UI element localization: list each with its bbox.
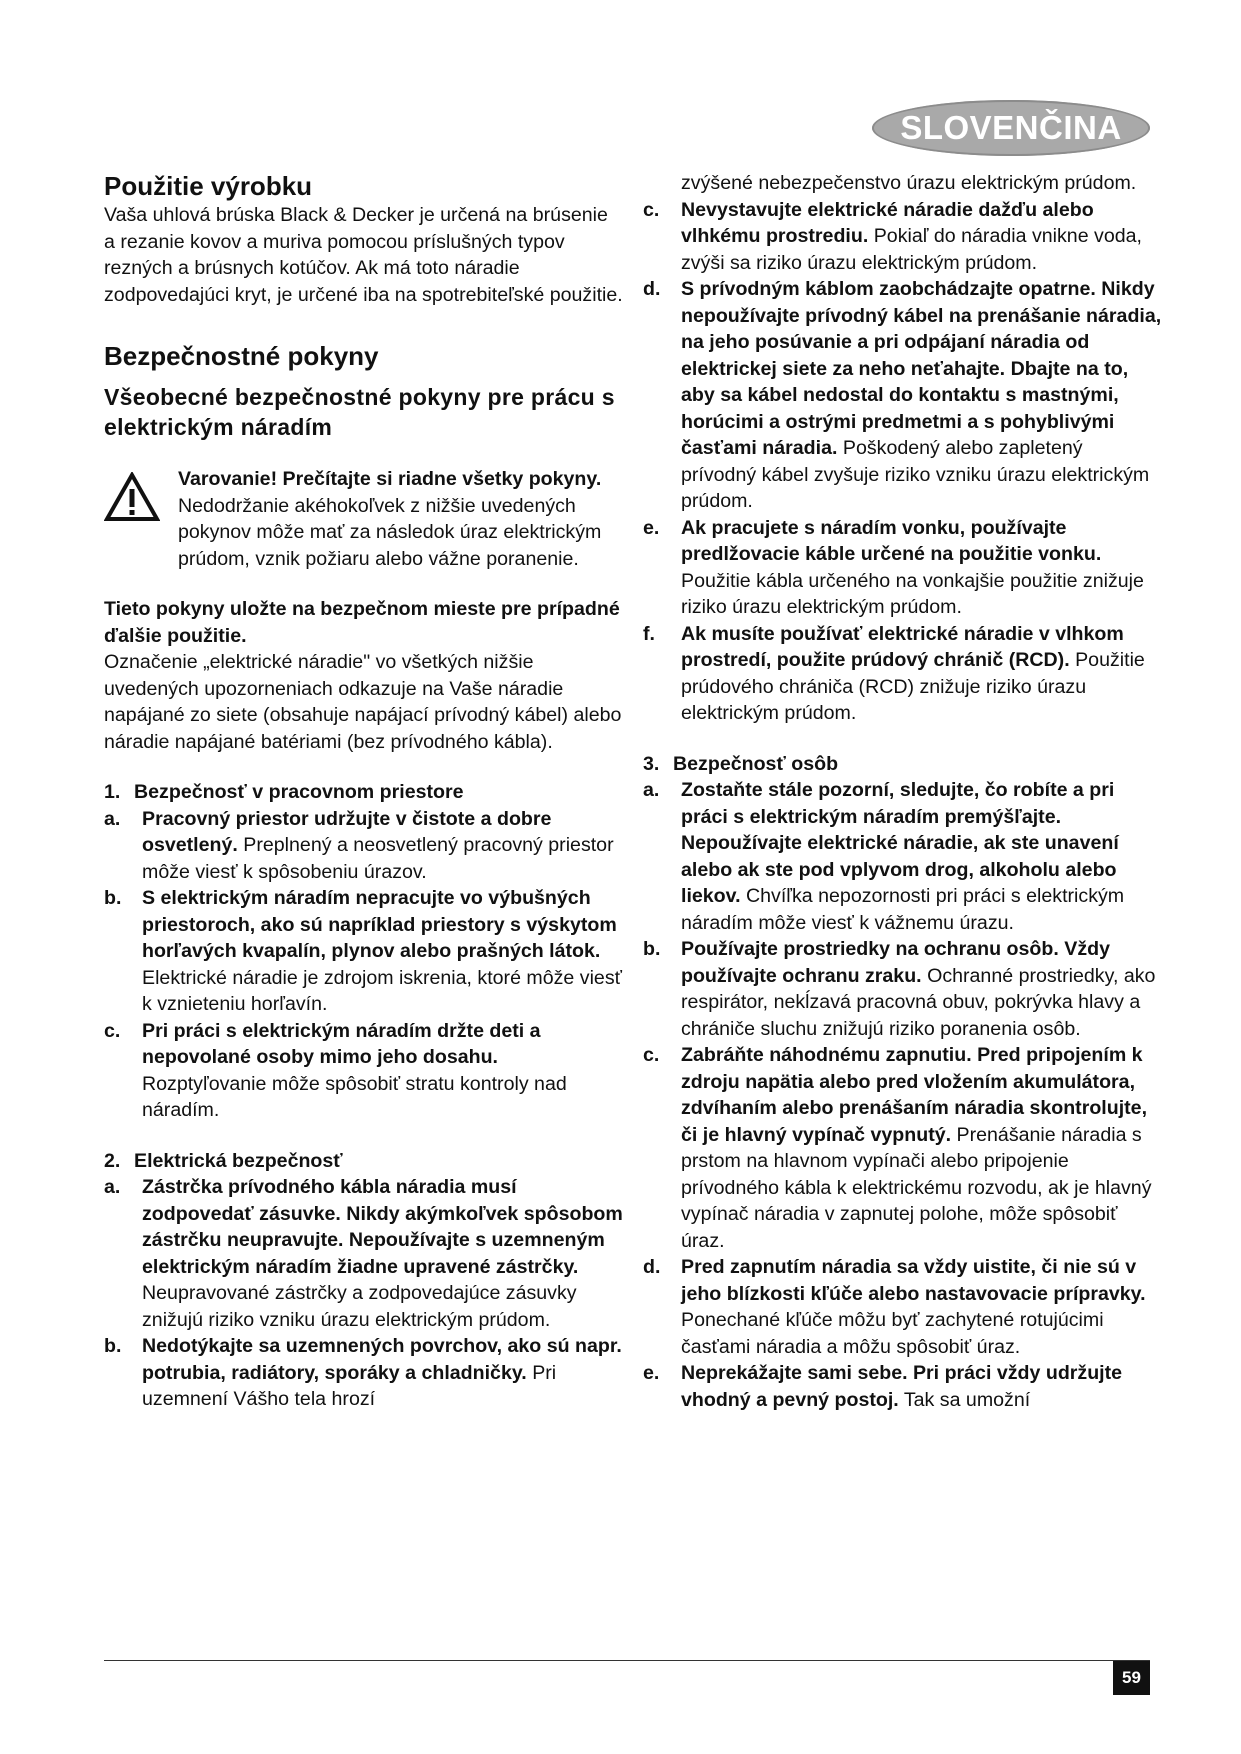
item-marker: b.	[104, 887, 122, 909]
section-title: Elektrická bezpečnosť	[134, 1149, 343, 1172]
item-text: Prenášanie náradia s prstom na hlavnom vypínači alebo pripojenie prívodného kábla k elektrickému rozvodu, ak je hlavný vypínač náradia v zapnutej polohe, môže spôsobiť úraz.	[681, 1123, 1152, 1252]
warning-bold: Varovanie! Prečítajte si riadne všetky pokyny.	[178, 468, 602, 490]
item-marker: e.	[643, 1362, 660, 1384]
item-text: Neupravované zástrčky a zodpovedajúce zásuvky znižujú riziko vzniku úrazu elektrickým prúdom.	[142, 1282, 577, 1331]
item-text: Tak sa umožní	[903, 1388, 1031, 1411]
item-text: Pokiaľ do náradia vnikne voda, zvýši sa riziko úrazu elektrickým prúdom.	[681, 225, 1142, 274]
section-number: 2.	[104, 1149, 121, 1172]
item-text: Ochranné prostriedky, ako respirátor, nekĺzavá pracovná obuv, pokrývka hlavy a chrániče sluchu znižujú riziko poranenia osôb.	[681, 964, 1156, 1040]
item-marker: c.	[643, 198, 660, 221]
general-safety-title: Všeobecné bezpečnostné pokyny pre prácu s elektrickým náradím	[104, 384, 615, 440]
item-bold: Zástrčka prívodného kábla náradia musí zodpovedať zásuvke. Nikdy akýmkoľvek spôsobom zástrčku neupravujte. Nepoužívajte s uzemneným elektrickým náradím žiadne upravené zástrčky.	[142, 1176, 623, 1278]
footer-divider	[104, 1660, 1150, 1661]
item-marker: a.	[643, 779, 660, 801]
list-item	[643, 1042, 1163, 1254]
keep-text: Označenie „elektrické náradie" vo všetkých nižšie uvedených upozorneniach odkazuje na Vaše náradie napájané zo siete (obsahuje napájací prívodný kábel) alebo náradie napájané batériami (bez prívodného kábla).	[104, 651, 622, 753]
warning-triangle-icon	[104, 472, 160, 522]
list-item	[643, 197, 1163, 277]
item-marker: a.	[104, 807, 121, 830]
safety-title: Bezpečnostné pokyny	[104, 341, 379, 371]
item-bold: Ak musíte používať elektrické náradie v vlhkom prostredí, použite prúdový chránič (RCD).	[681, 622, 1124, 671]
page-number: 59	[1113, 1661, 1150, 1695]
item-bold: Pred zapnutím náradia sa vždy uistite, či nie sú v jeho blízkosti kľúče alebo nastavovacie prípravky.	[681, 1256, 1146, 1305]
list-item	[643, 621, 1163, 727]
item-bold: S prívodným káblom zaobchádzajte opatrne. Nikdy nepoužívajte prívodný kábel na prenášanie náradia, na jeho posúvanie a pri odpájaní náradia od elektrickej siete za neho neťahajte. Dbajte na to, aby sa kábel nedostal do kontaktu s mastnými, horúcimi a ostrými predmetmi a s pohyblivými časťami náradia.	[681, 278, 1162, 459]
item-bold: S elektrickým náradím nepracujte vo výbušných priestoroch, ako sú napríklad priestory s výskytom horľavých kvapalín, plynov alebo prašných látok.	[142, 887, 617, 962]
continued-text: zvýšené nebezpečenstvo úrazu elektrickým prúdom.	[681, 172, 1137, 194]
item-bold: Neprekážajte sami sebe. Pri práci vždy udržujte vhodný a pevný postoj.	[681, 1362, 1123, 1411]
list-item	[104, 1174, 624, 1333]
list-item	[643, 1360, 1163, 1413]
item-marker: d.	[643, 278, 661, 300]
item-bold: Zabráňte náhodnému zapnutiu. Pred pripojením k zdroju napätia alebo pred vložením akumulátora, zdvíhaním alebo prenášaním náradia skontrolujte, či je hlavný vypínač vypnutý.	[681, 1044, 1148, 1146]
item-marker: c.	[643, 1044, 660, 1066]
warning-block	[104, 466, 624, 572]
list-item	[104, 885, 624, 1018]
warning-text-block	[178, 466, 624, 572]
section-3-heading	[643, 751, 1163, 778]
section-title: Bezpečnosť osôb	[673, 752, 839, 775]
item-marker: c.	[104, 1019, 121, 1042]
language-badge: SLOVENČINA	[872, 100, 1150, 156]
section-number: 1.	[104, 781, 121, 803]
use-title: Použitie výrobku	[104, 171, 313, 201]
item-bold: Nevystavujte elektrické náradie dažďu alebo vlhkému prostrediu.	[681, 198, 1094, 247]
list-item	[104, 1018, 624, 1124]
item-marker: e.	[643, 516, 660, 539]
item-marker: a.	[104, 1176, 121, 1198]
section-2-heading	[104, 1148, 624, 1175]
item-text: Preplnený a neosvetlený pracovný priestor môže viesť k spôsobeniu úrazov.	[142, 834, 614, 883]
item-bold: Používajte prostriedky na ochranu osôb. Vždy používajte ochranu zraku.	[681, 938, 1110, 987]
list-item	[643, 276, 1163, 515]
item-marker: d.	[643, 1256, 661, 1278]
item-marker: b.	[104, 1335, 122, 1357]
use-text: Vaša uhlová brúska Black & Decker je určená na brúsenie a rezanie kovov a muriva pomocou príslušných typov rezných a brúsnych kotúčov. Ak má toto náradie zodpovedajúci kryt, je určené iba na spotrebiteľské použitie.	[104, 204, 623, 306]
list-item	[643, 515, 1163, 621]
list-item	[643, 1254, 1163, 1360]
item-bold: Ak pracujete s náradím vonku, používajte predlžovacie káble určené na použitie vonku.	[681, 516, 1102, 565]
item-marker: b.	[643, 938, 661, 960]
item-text: Použitie kábla určeného na vonkajšie použitie znižuje riziko úrazu elektrickým prúdom.	[681, 569, 1144, 618]
section-1-heading	[104, 779, 624, 806]
left-column	[104, 170, 624, 1413]
list-item	[104, 1333, 624, 1413]
item-text: Pri uzemnení Vášho tela hrozí	[142, 1361, 557, 1410]
list-item	[104, 806, 624, 886]
list-item	[643, 936, 1163, 1042]
section-number: 3.	[643, 752, 660, 775]
list-item	[643, 777, 1163, 936]
item-text: Ponechané kľúče môžu byť zachytené rotujúcimi časťami náradia a môžu spôsobiť úraz.	[681, 1309, 1104, 1358]
item-bold: Pracovný priestor udržujte v čistote a dobre osvetlený.	[142, 807, 552, 856]
item-bold: Pri práci s elektrickým náradím držte deti a nepovolané osoby mimo jeho dosahu.	[142, 1019, 541, 1068]
item-bold: Nedotýkajte sa uzemnených povrchov, ako sú napr. potrubia, radiátory, sporáky a chladničky.	[142, 1335, 622, 1384]
item-text: Elektrické náradie je zdrojom iskrenia, ktoré môže viesť k vznieteniu horľavín.	[142, 966, 622, 1015]
keep-instructions	[104, 596, 624, 649]
item-marker: f.	[643, 622, 655, 645]
item-text: Rozptyľovanie môže spôsobiť stratu kontroly nad náradím.	[142, 1072, 567, 1121]
item-text: Chvíľka nepozornosti pri práci s elektrickým náradím môže viesť k vážnemu úrazu.	[681, 885, 1125, 934]
section-title: Bezpečnosť v pracovnom priestore	[134, 781, 464, 803]
item-text: Poškodený alebo zapletený prívodný kábel zvyšuje riziko vzniku úrazu elektrickým prúdom.	[681, 437, 1150, 512]
keep-bold: Tieto pokyny uložte na bezpečnom mieste pre prípadné ďalšie použitie.	[104, 598, 620, 647]
item-bold: Zostaňte stále pozorní, sledujte, čo robíte a pri práci s elektrickým náradím premýšľajte. Nepoužívajte elektrické náradie, ak ste unavení alebo ak ste pod vplyvom drog, alkoholu alebo liekov.	[681, 779, 1119, 907]
item-text: Použitie prúdového chrániča (RCD) znižuje riziko úrazu elektrickým prúdom.	[681, 649, 1145, 724]
warning-text: Nedodržanie akéhokoľvek z nižšie uvedených pokynov môže mať za následok úraz elektrickým prúdom, vznik požiaru alebo vážne poranenie.	[178, 494, 602, 570]
right-column	[643, 170, 1163, 1413]
